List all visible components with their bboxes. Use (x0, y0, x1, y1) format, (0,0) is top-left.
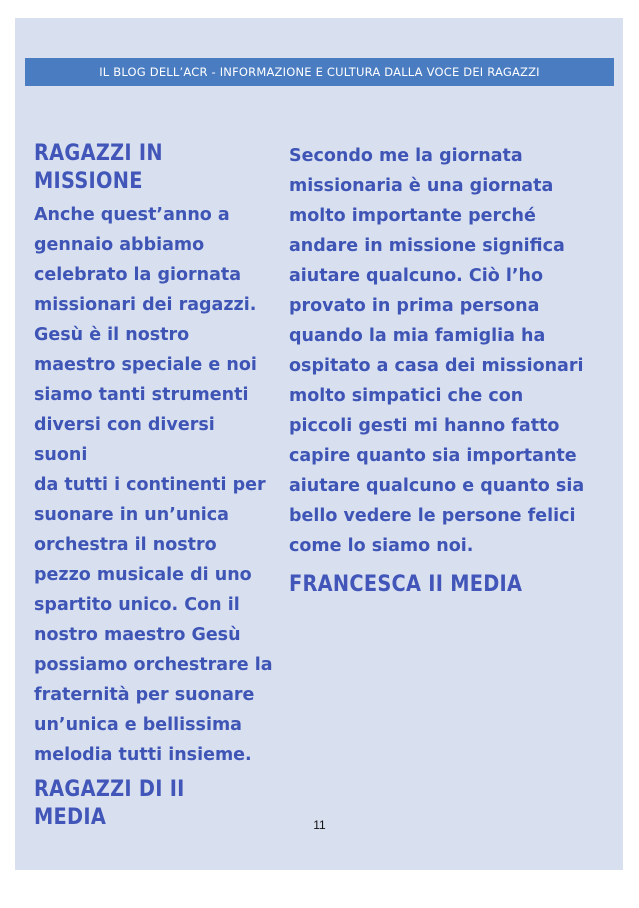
article-body-right: Secondo me la giornata missionaria è una giornata molto importante perché andare in missione significa aiutare qualcuno. Ciò l’ho provato in prima persona quando la mia famiglia ha ospitato a casa dei missionari molto simpatici che con piccoli gesti mi hanno fatto capire quanto sia importante aiutare qualcuno e quanto sia bello vedere le persone felici come lo siamo noi. (289, 146, 585, 556)
article-signature-left: RAGAZZI DI II MEDIA (34, 777, 185, 830)
left-article-column (34, 140, 274, 832)
article-body-left: Anche quest’anno a gennaio abbiamo celebrato la giornata missionari dei ragazzi. Gesù è il nostro maestro speciale e noi siamo tanti strumenti diversi con diversi suoni da tutti i continenti per suonare in un’unica orchestra il nostro pezzo musicale di uno spartito unico. Con il nostro maestro Gesù possiamo orchestrare la fraternità per suonare un’unica e bellissima melodia tutti insieme. (34, 205, 273, 765)
blog-header-title: IL BLOG DELL’ACR - INFORMAZIONE E CULTURA DALLA VOCE DEI RAGAZZI (99, 65, 540, 79)
page-number: 11 (313, 818, 326, 832)
article-title: RAGAZZI IN MISSIONE (34, 141, 163, 194)
article-signature-right: FRANCESCA II MEDIA (289, 572, 523, 597)
blog-header-banner (25, 58, 614, 86)
right-article-column (289, 140, 589, 599)
